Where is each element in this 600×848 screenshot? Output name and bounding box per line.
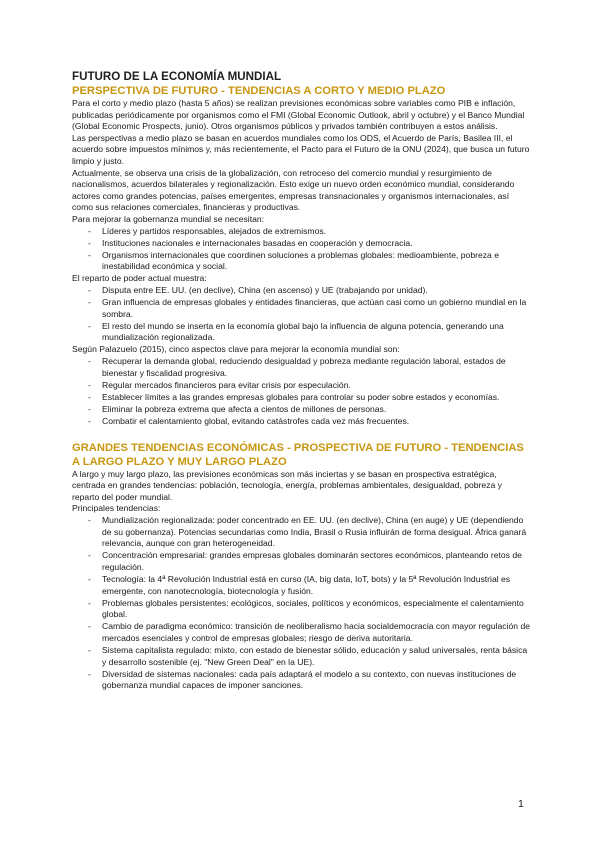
- list-item: - Problemas globales persistentes: ecológicos, sociales, políticos y económicos, especialmente el calentamiento global.: [72, 598, 530, 621]
- power-list: [72, 285, 530, 344]
- list-item: - Concentración empresarial: grandes empresas globales dominarán sectores económicos, planteando retos de regulación.: [72, 550, 530, 573]
- list-item: - Cambio de paradigma económico: transición de neoliberalismo hacia socialdemocracia con mayor regulación de mercados esenciales y control de empresas globales; riesgo de deriva autoritaria.: [72, 621, 530, 644]
- section1-paragraph-6: Según Palazuelo (2015), cinco aspectos clave para mejorar la economía mundial son:: [72, 344, 400, 355]
- governance-list: [72, 226, 530, 273]
- list-item: - Diversidad de sistemas nacionales: cada país adaptará el modelo a su contexto, con nuevas instituciones de gobernanza mundial capaces de imponer sanciones.: [72, 669, 530, 692]
- list-item: - Disputa entre EE. UU. (en declive), China (en ascenso) y UE (trabajando por unidad).: [72, 285, 530, 297]
- section1-paragraph-1: Para el corto y medio plazo (hasta 5 años) se realizan previsiones económicas sobre variables como PIB e inflación, publicadas periódicamente por organismos como el FMI (Global Economic Outlook, abril y octubre) y el Banco Mundial (Global Economic Prospects, junio). Otros organismos públicos y privados también contribuyen a estos análisis.: [72, 98, 525, 132]
- section1-paragraph-5: El reparto de poder actual muestra:: [72, 273, 207, 284]
- section2-paragraph-1: A largo y muy largo plazo, las previsiones económicas son más inciertas y se basan en prospectiva estratégica, centrada en grandes tendencias: población, tecnología, energía, problemas ambientales, desigualdad, pobreza y reparto del poder mundial.: [72, 468, 502, 502]
- list-item: - Instituciones nacionales e internacionales basadas en cooperación y democracia.: [72, 238, 530, 250]
- list-item: - Mundialización regionalizada: poder concentrado en EE. UU. (en declive), China (en auge) y UE (dependiendo de su gobernanza). Potencias secundarias como India, Brasil o Rusia influirán de forma desigual. África ganará relevancia, aunque con gran heterogeneidad.: [72, 515, 530, 550]
- list-item: - Tecnología: la 4ª Revolución Industrial está en curso (IA, big data, IoT, bots) y la 5ª Revolución Industrial es emergente, con nanotecnología, biotecnología y fusión.: [72, 574, 530, 597]
- document-title: FUTURO DE LA ECONOMÍA MUNDIAL: [72, 70, 282, 83]
- section2-paragraph-2: Principales tendencias:: [72, 503, 161, 514]
- section1-heading: PERSPECTIVA DE FUTURO - TENDENCIAS A CORTO Y MEDIO PLAZO: [72, 85, 446, 97]
- section1-paragraph-4: Para mejorar la gobernanza mundial se necesitan:: [72, 213, 265, 224]
- list-item: - Eliminar la pobreza extrema que afecta a cientos de millones de personas.: [72, 404, 530, 416]
- page-number: 1: [518, 798, 524, 810]
- list-item: - Establecer límites a las grandes empresas globales para controlar su poder sobre estados y economías.: [72, 392, 530, 404]
- list-item: - Regular mercados financieros para evitar crisis por especulación.: [72, 380, 530, 392]
- trends-list: [72, 515, 530, 692]
- list-item: - Sistema capitalista regulado: mixto, con estado de bienestar sólido, educación y salud universales, renta básica y desarrollo sostenible (ej. "New Green Deal" en la UE).: [72, 645, 530, 668]
- list-item: - Gran influencia de empresas globales y entidades financieras, que actúan casi como un gobierno mundial en la sombra.: [72, 297, 530, 320]
- list-item: - Líderes y partidos responsables, alejados de extremismos.: [72, 226, 530, 238]
- document-page: [72, 70, 530, 692]
- section1-paragraph-3: Actualmente, se observa una crisis de la globalización, con retroceso del comercio mundial y resurgimiento de nacionalismos, acuerdos bilaterales y regionalización. Esto exige un nuevo orden económico mundial, considerando actores como grandes potencias, países emergentes, empresas transnacionales y organismos internacionales, así como sus relaciones comerciales, financieras y productivas.: [72, 167, 515, 213]
- section2: [72, 441, 530, 692]
- section2-heading: GRANDES TENDENCIAS ECONÓMICAS - PROSPECTIVA DE FUTURO - TENDENCIAS A LARGO PLAZO Y MUY LARGO PLAZO: [72, 441, 524, 468]
- palazuelo-list: [72, 356, 530, 428]
- section1-paragraph-2: Las perspectivas a medio plazo se basan en acuerdos mundiales como los ODS, el Acuerdo de París, Basilea III, el acuerdo sobre impuestos mínimos y, más recientemente, el Pacto para el Futuro de la ONU (2024), que busca un futuro limpio y justo.: [72, 132, 530, 166]
- list-item: - Combatir el calentamiento global, evitando catástrofes cada vez más frecuentes.: [72, 416, 530, 428]
- list-item: - Organismos internacionales que coordinen soluciones a problemas globales: medioambiente, pobreza e inestabilidad económica y social.: [72, 250, 530, 273]
- list-item: - Recuperar la demanda global, reduciendo desigualdad y pobreza mediante regulación laboral, estados de bienestar y fiscalidad progresiva.: [72, 356, 530, 379]
- list-item: - El resto del mundo se inserta en la economía global bajo la influencia de alguna potencia, generando una mundialización regionalizada.: [72, 321, 530, 344]
